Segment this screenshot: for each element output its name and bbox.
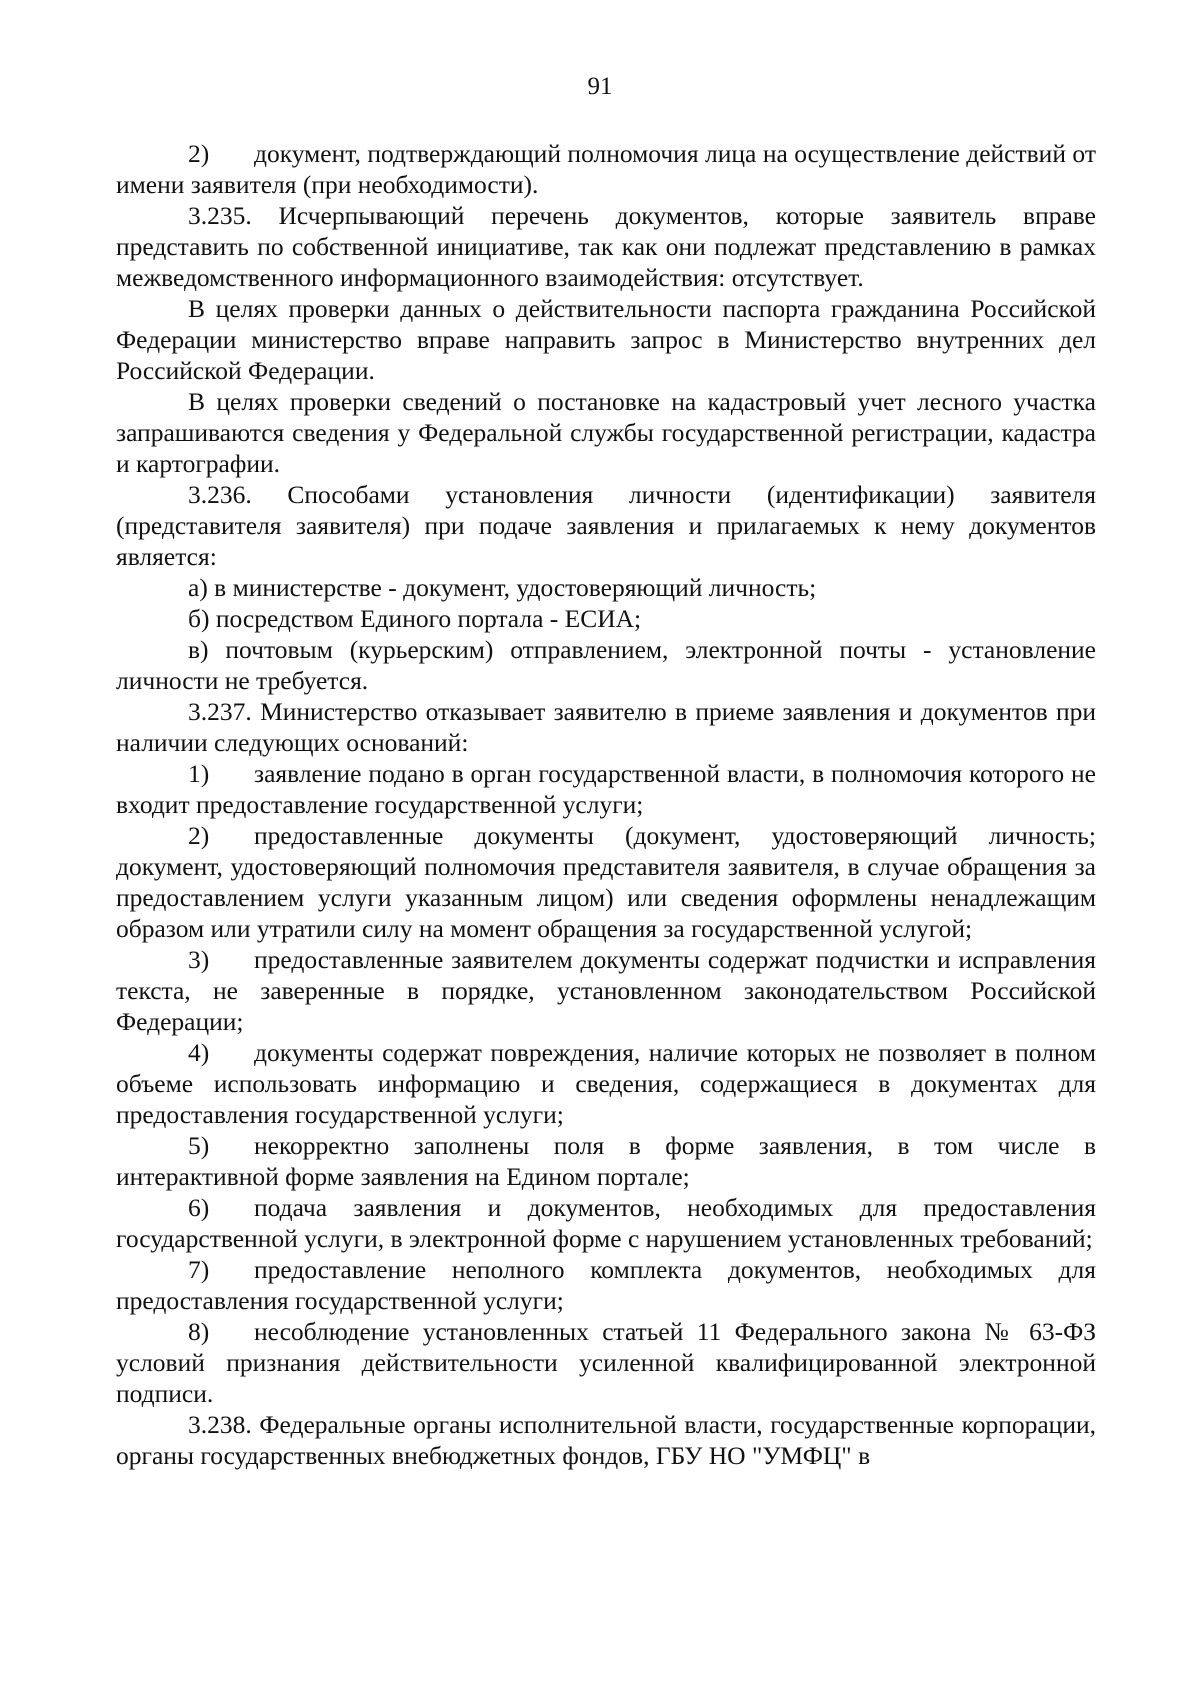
item-text: подача заявления и документов, необходимых для предоставления государственной услуги, в электронной форме с нарушением установленных требований; [116, 1193, 1096, 1253]
list-item [116, 1192, 1096, 1254]
list-item [116, 1316, 1096, 1409]
item-text: некорректно заполнены поля в форме заявления, в том числе в интерактивной форме заявления на Едином портале; [116, 1131, 1096, 1191]
item-number: 1) [188, 759, 210, 788]
item-text: несоблюдение установленных статьей 11 Федерального закона № 63-ФЗ условий признания действительности усиленной квалифицированной электронной подписи. [116, 1317, 1096, 1408]
paragraph: В целях проверки сведений о постановке на кадастровый учет лесного участка запрашиваются сведения у Федеральной службы государственной регистрации, кадастра и картографии. [116, 387, 1096, 478]
item-text: документ, подтверждающий полномочия лица на осуществление действий от имени заявителя (при необходимости). [116, 139, 1096, 199]
paragraph: 3.236. Способами установления личности (идентификации) заявителя (представителя заявителя) при подаче заявления и прилагаемых к нему документов является: [116, 480, 1096, 571]
list-item [116, 1254, 1096, 1316]
list-item [116, 820, 1096, 944]
item-number: 5) [188, 1131, 210, 1160]
paragraph: а) в министерстве - документ, удостоверяющий личность; [188, 573, 817, 602]
list-item [116, 944, 1096, 1037]
list-item [116, 1130, 1096, 1192]
item-text: заявление подано в орган государственной власти, в полномочия которого не входит предоставление государственной услуги; [116, 759, 1096, 819]
paragraph: 3.235. Исчерпывающий перечень документов, которые заявитель вправе представить по собственной инициативе, так как они подлежат представлению в рамках межведомственного информационного взаимодействия: отсутствует. [116, 201, 1096, 292]
page-number: 91 [587, 73, 613, 100]
item-text: документы содержат повреждения, наличие которых не позволяет в полном объеме использовать информацию и сведения, содержащиеся в документах для предоставления государственной услуги; [116, 1038, 1096, 1129]
item-number: 7) [188, 1255, 210, 1284]
paragraph: в) почтовым (курьерским) отправлением, электронной почты - установление личности не требуется. [116, 635, 1096, 695]
item-text: предоставление неполного комплекта документов, необходимых для предоставления государственной услуги; [116, 1255, 1096, 1315]
paragraph: 3.238. Федеральные органы исполнительной власти, государственные корпорации, органы государственных внебюджетных фондов, ГБУ НО "УМФЦ" в [116, 1410, 1096, 1470]
list-item [116, 1037, 1096, 1130]
list-item [116, 758, 1096, 820]
paragraph: 3.237. Министерство отказывает заявителю в приеме заявления и документов при наличии следующих оснований: [116, 697, 1096, 757]
item-text: предоставленные документы (документ, удостоверяющий личность; документ, удостоверяющий полномочия представителя заявителя, в случае обращения за предоставлением услуги указанным лицом) или сведения оформлены ненадлежащим образом или утратили силу на момент обращения за государственной услугой; [116, 821, 1096, 943]
item-number: 8) [188, 1317, 210, 1346]
document-body [116, 138, 1096, 1471]
paragraph: В целях проверки данных о действительности паспорта гражданина Российской Федерации министерство вправе направить запрос в Министерство внутренних дел Российской Федерации. [116, 294, 1096, 385]
item-number: 2) [188, 821, 210, 850]
item-number: 3) [188, 945, 210, 974]
item-number: 2) [188, 139, 210, 168]
item-number: 6) [188, 1193, 210, 1222]
paragraph: б) посредством Единого портала - ЕСИА; [188, 604, 642, 633]
list-item [116, 138, 1096, 200]
item-text: предоставленные заявителем документы содержат подчистки и исправления текста, не заверенные в порядке, установленном законодательством Российской Федерации; [116, 945, 1096, 1036]
item-number: 4) [188, 1038, 210, 1067]
